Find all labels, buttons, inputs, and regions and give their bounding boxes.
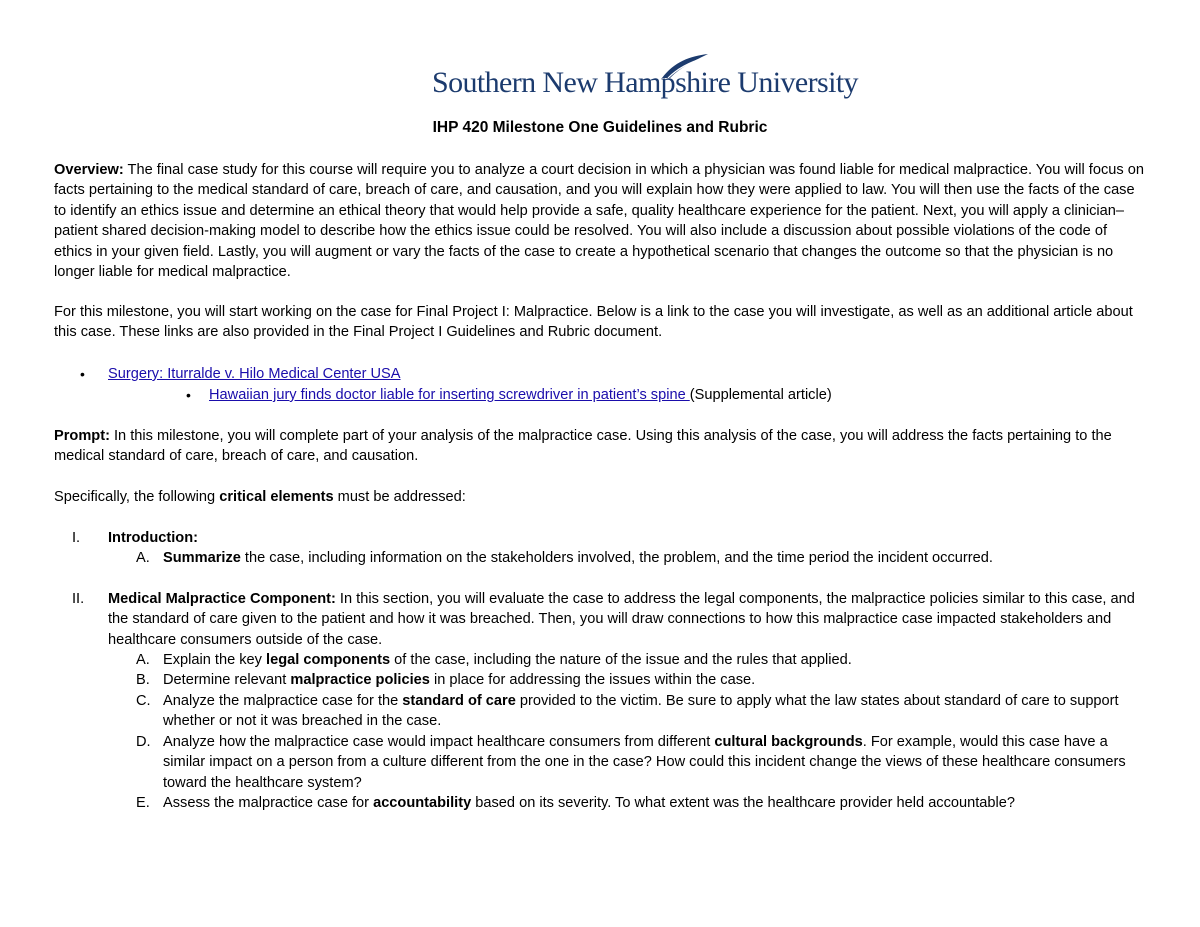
item-text-end: of the case, including the nature of the issue and the rules that applied. <box>390 652 852 668</box>
intro-text-end: must be addressed: <box>333 489 466 505</box>
prompt-text: In this milestone, you will complete part of your analysis of the malpractice case. Using this analysis of the case, you will address the facts pertaining to the medical standard of care, breach of care, and causation. <box>54 428 1112 465</box>
item-bold: accountability <box>373 795 472 811</box>
overview-text: The final case study for this course will require you to analyze a court decision in which a physician was found liable for medical malpractice. You will focus on facts pertaining to the medical standard of care, breach of care, and causation, and you will explain how they were applied to law. You will then use the facts of the case to identify an ethics issue and determine an ethical theory that would help provide a safe, quality healthcare experience for the patient. Next, you will apply a clinician–patient shared decision-making model to describe how the ethics issue could be resolved. You will also include a discussion about possible violations of the code of ethics in your given field. Lastly, you will augment or vary the facts of the case to create a hypothetical scenario that changes the outcome so that the physician is no longer liable for medical malpractice. <box>54 162 1144 281</box>
item-letter: A. <box>136 550 150 566</box>
prompt-label: Prompt: <box>54 428 110 444</box>
item-bold: Summarize <box>163 550 241 566</box>
item-text: the case, including information on the stakeholders involved, the problem, and the time period the incident occurred. <box>240 550 993 566</box>
item-text-end: in place for addressing the issues within the case. <box>429 672 756 688</box>
item-bold: standard of care <box>402 693 516 709</box>
item-letter: C. <box>136 693 151 709</box>
item-bold: legal components <box>266 652 391 668</box>
case-link[interactable]: Surgery: Iturralde v. Hilo Medical Center USA <box>108 366 401 382</box>
item-text: Explain the key <box>163 652 267 668</box>
section-item <box>163 548 1153 568</box>
section-item <box>163 691 1153 732</box>
item-text: Analyze the malpractice case for the <box>163 693 403 709</box>
section-item <box>163 650 1153 670</box>
section-heading: Medical Malpractice Component: <box>108 591 336 607</box>
item-letter: D. <box>136 734 151 750</box>
bullet-icon: • <box>80 366 85 382</box>
article-suffix: (Supplemental article) <box>689 387 832 403</box>
intro-text: Specifically, the following <box>54 489 220 505</box>
overview-paragraph <box>54 160 1149 282</box>
section-heading: Introduction: <box>108 530 198 546</box>
item-bold: cultural backgrounds <box>714 734 863 750</box>
item-text: Assess the malpractice case for <box>163 795 374 811</box>
item-text-end: . For example, would this case have a similar impact on a person from a culture different from the one in the case? How could this incident change the views of these healthcare consumers toward the healthcare system? <box>163 734 1126 791</box>
item-letter: B. <box>136 672 150 688</box>
critical-elements-intro <box>54 487 1149 507</box>
item-text: Determine relevant <box>163 672 291 688</box>
university-logo <box>432 52 858 104</box>
section-heading-paragraph <box>108 589 1150 650</box>
item-letter: E. <box>136 795 150 811</box>
page-title: IHP 420 Milestone One Guidelines and Rubric <box>432 119 768 136</box>
section-numeral: II. <box>72 591 85 607</box>
item-bold: malpractice policies <box>290 672 430 688</box>
item-text-end: based on its severity. To what extent was the healthcare provider held accountable? <box>471 795 1016 811</box>
section-item <box>163 732 1153 793</box>
item-letter: A. <box>136 652 150 668</box>
item-text-end: provided to the victim. Be sure to apply what the law states about standard of care to support whether or not it was breached in the case. <box>163 693 1119 730</box>
list-item <box>209 385 832 405</box>
overview-label: Overview: <box>54 162 124 178</box>
section-item <box>163 793 1153 813</box>
milestone-intro: For this milestone, you will start working on the case for Final Project I: Malpractice. Below is a link to the case you will investigate, as well as an additional article about this case. These links are also provided in the Final Project I Guidelines and Rubric document. <box>54 304 1133 341</box>
prompt-paragraph <box>54 426 1149 467</box>
article-link[interactable]: Hawaiian jury finds doctor liable for inserting screwdriver in patient’s spine <box>209 387 690 403</box>
section-item <box>163 670 1153 690</box>
item-text: Analyze how the malpractice case would impact healthcare consumers from different <box>163 734 715 750</box>
section-text: In this section, you will evaluate the case to address the legal components, the malpractice policies similar to this case, and the standard of care given to the patient and how it was breached. Then, you will draw connections to how this malpractice case impacted stakeholders and healthcare consumers outside of the case. <box>108 591 1135 648</box>
section-numeral: I. <box>72 530 81 546</box>
intro-bold: critical elements <box>219 489 334 505</box>
logo-text: Southern New Hampshire University <box>432 66 858 99</box>
list-item <box>108 364 401 384</box>
bullet-icon: • <box>186 387 191 403</box>
